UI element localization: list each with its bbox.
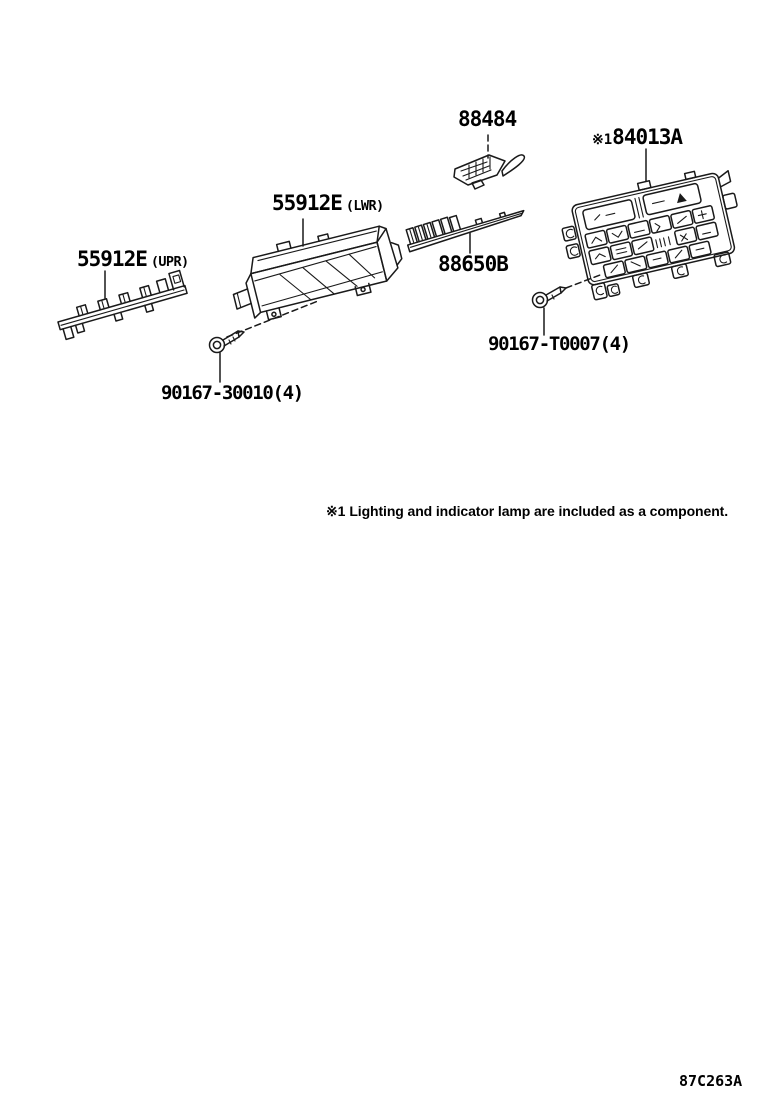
part-qualifier: (LWR) [345, 198, 384, 214]
footnote-marker: ※1 [326, 503, 346, 519]
part-number-text: 55912E [272, 191, 342, 215]
part-drawing-55912e-upr [54, 270, 191, 340]
part-drawing-55912e-lwr [224, 216, 408, 327]
footnote [326, 504, 728, 519]
part-label-88650b[interactable]: 88650B [438, 252, 508, 276]
screw-drawing-30010 [210, 331, 245, 353]
part-number-text: 84013A [612, 125, 683, 149]
part-label-55912e-upr[interactable] [77, 249, 189, 270]
part-label-88484[interactable]: 88484 [458, 107, 517, 131]
part-drawing-88484 [454, 155, 524, 189]
part-drawing-84013a [556, 163, 751, 304]
part-number-text: 55912E [77, 247, 147, 271]
part-label-55912e-lwr[interactable] [272, 193, 384, 214]
part-qualifier: (UPR) [150, 254, 189, 270]
screw-drawing-t0007 [533, 287, 567, 308]
part-label-84013a[interactable] [592, 127, 682, 148]
part-label-90167-30010[interactable]: 90167-30010(4) [161, 382, 303, 404]
part-label-90167-t0007[interactable]: 90167-T0007(4) [488, 333, 630, 355]
figure-code: 87C263A [679, 1072, 743, 1090]
note-ref-marker: ※1 [592, 132, 613, 148]
footnote-text: Lighting and indicator lamp are included as a component. [349, 503, 728, 519]
part-drawing-88650b [403, 195, 525, 251]
